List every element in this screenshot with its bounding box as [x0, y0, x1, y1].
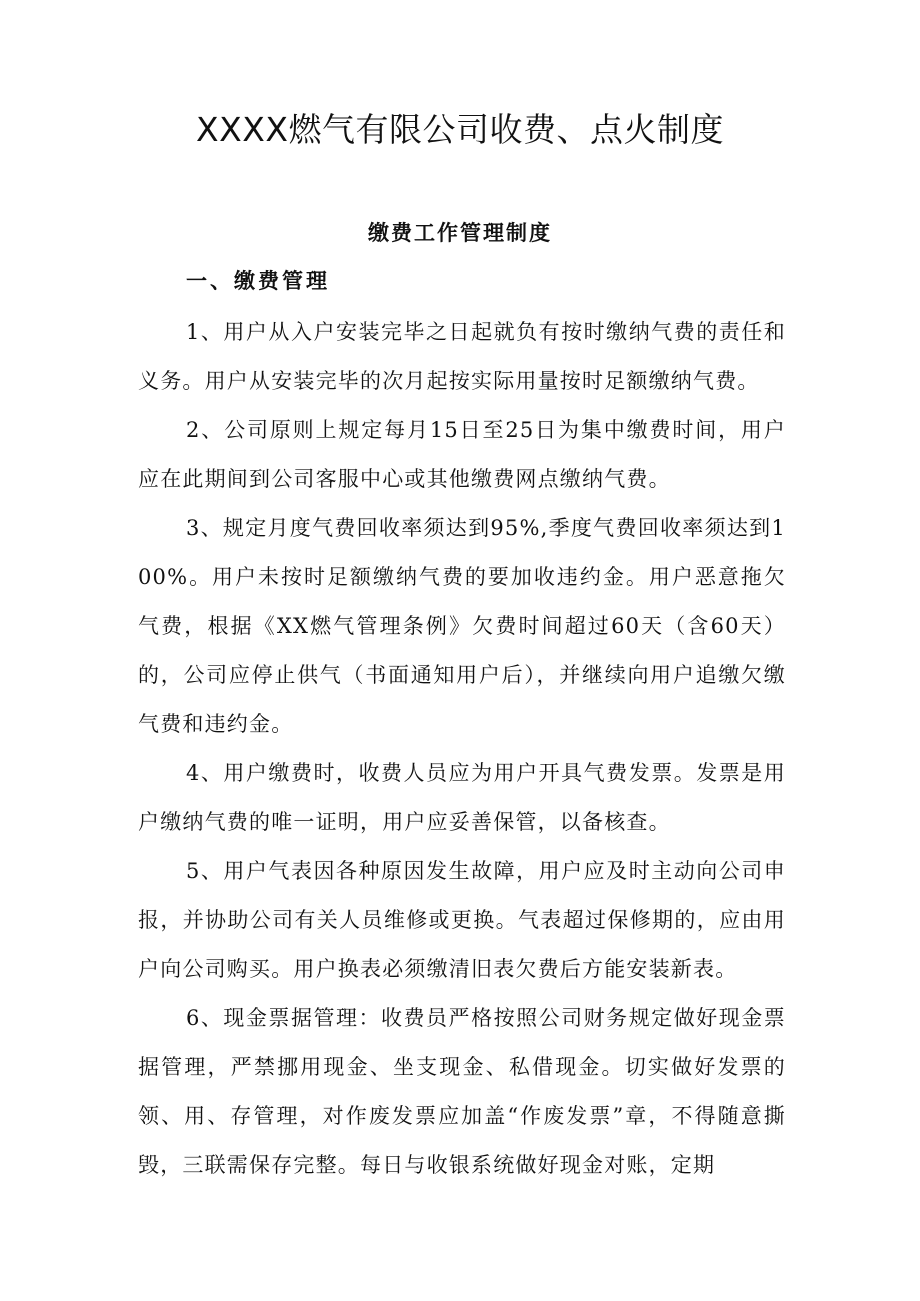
- body-text: [138, 308, 786, 1190]
- section-subtitle: 缴费工作管理制度: [368, 220, 552, 245]
- section-heading: 一、缴费管理: [186, 268, 330, 293]
- paragraph-3: 3、规定月度气费回收率须达到95%,季度气费回收率须达到100%。用户未按时足额缴纳气费的要加收违约金。用户恶意拖欠气费，根据《XX燃气管理条例》欠费时间超过60天（含60天）的，公司应停止供气（书面通知用户后），并继续向用户追缴欠缴气费和违约金。: [138, 516, 786, 736]
- paragraph-1: 1、用户从入户安装完毕之日起就负有按时缴纳气费的责任和义务。用户从安装完毕的次月起按实际用量按时足额缴纳气费。: [138, 320, 786, 393]
- document-title: XXXX燃气有限公司收费、点火制度: [196, 110, 724, 149]
- paragraph-5: 5、用户气表因各种原因发生故障，用户应及时主动向公司申报，并协助公司有关人员维修或更换。气表超过保修期的，应由用户向公司购买。用户换表必须缴清旧表欠费后方能安装新表。: [138, 859, 786, 981]
- paragraph-4: 4、用户缴费时，收费人员应为用户开具气费发票。发票是用户缴纳气费的唯一证明，用户应妥善保管，以备核查。: [138, 761, 786, 834]
- paragraph-2: 2、公司原则上规定每月15日至25日为集中缴费时间，用户应在此期间到公司客服中心或其他缴费网点缴纳气费。: [138, 418, 786, 491]
- paragraph-6: 6、现金票据管理：收费员严格按照公司财务规定做好现金票据管理，严禁挪用现金、坐支现金、私借现金。切实做好发票的领、用、存管理，对作废发票应加盖“作废发票”章，不得随意撕毁，三联需保存完整。每日与收银系统做好现金对账，定期: [138, 1006, 786, 1177]
